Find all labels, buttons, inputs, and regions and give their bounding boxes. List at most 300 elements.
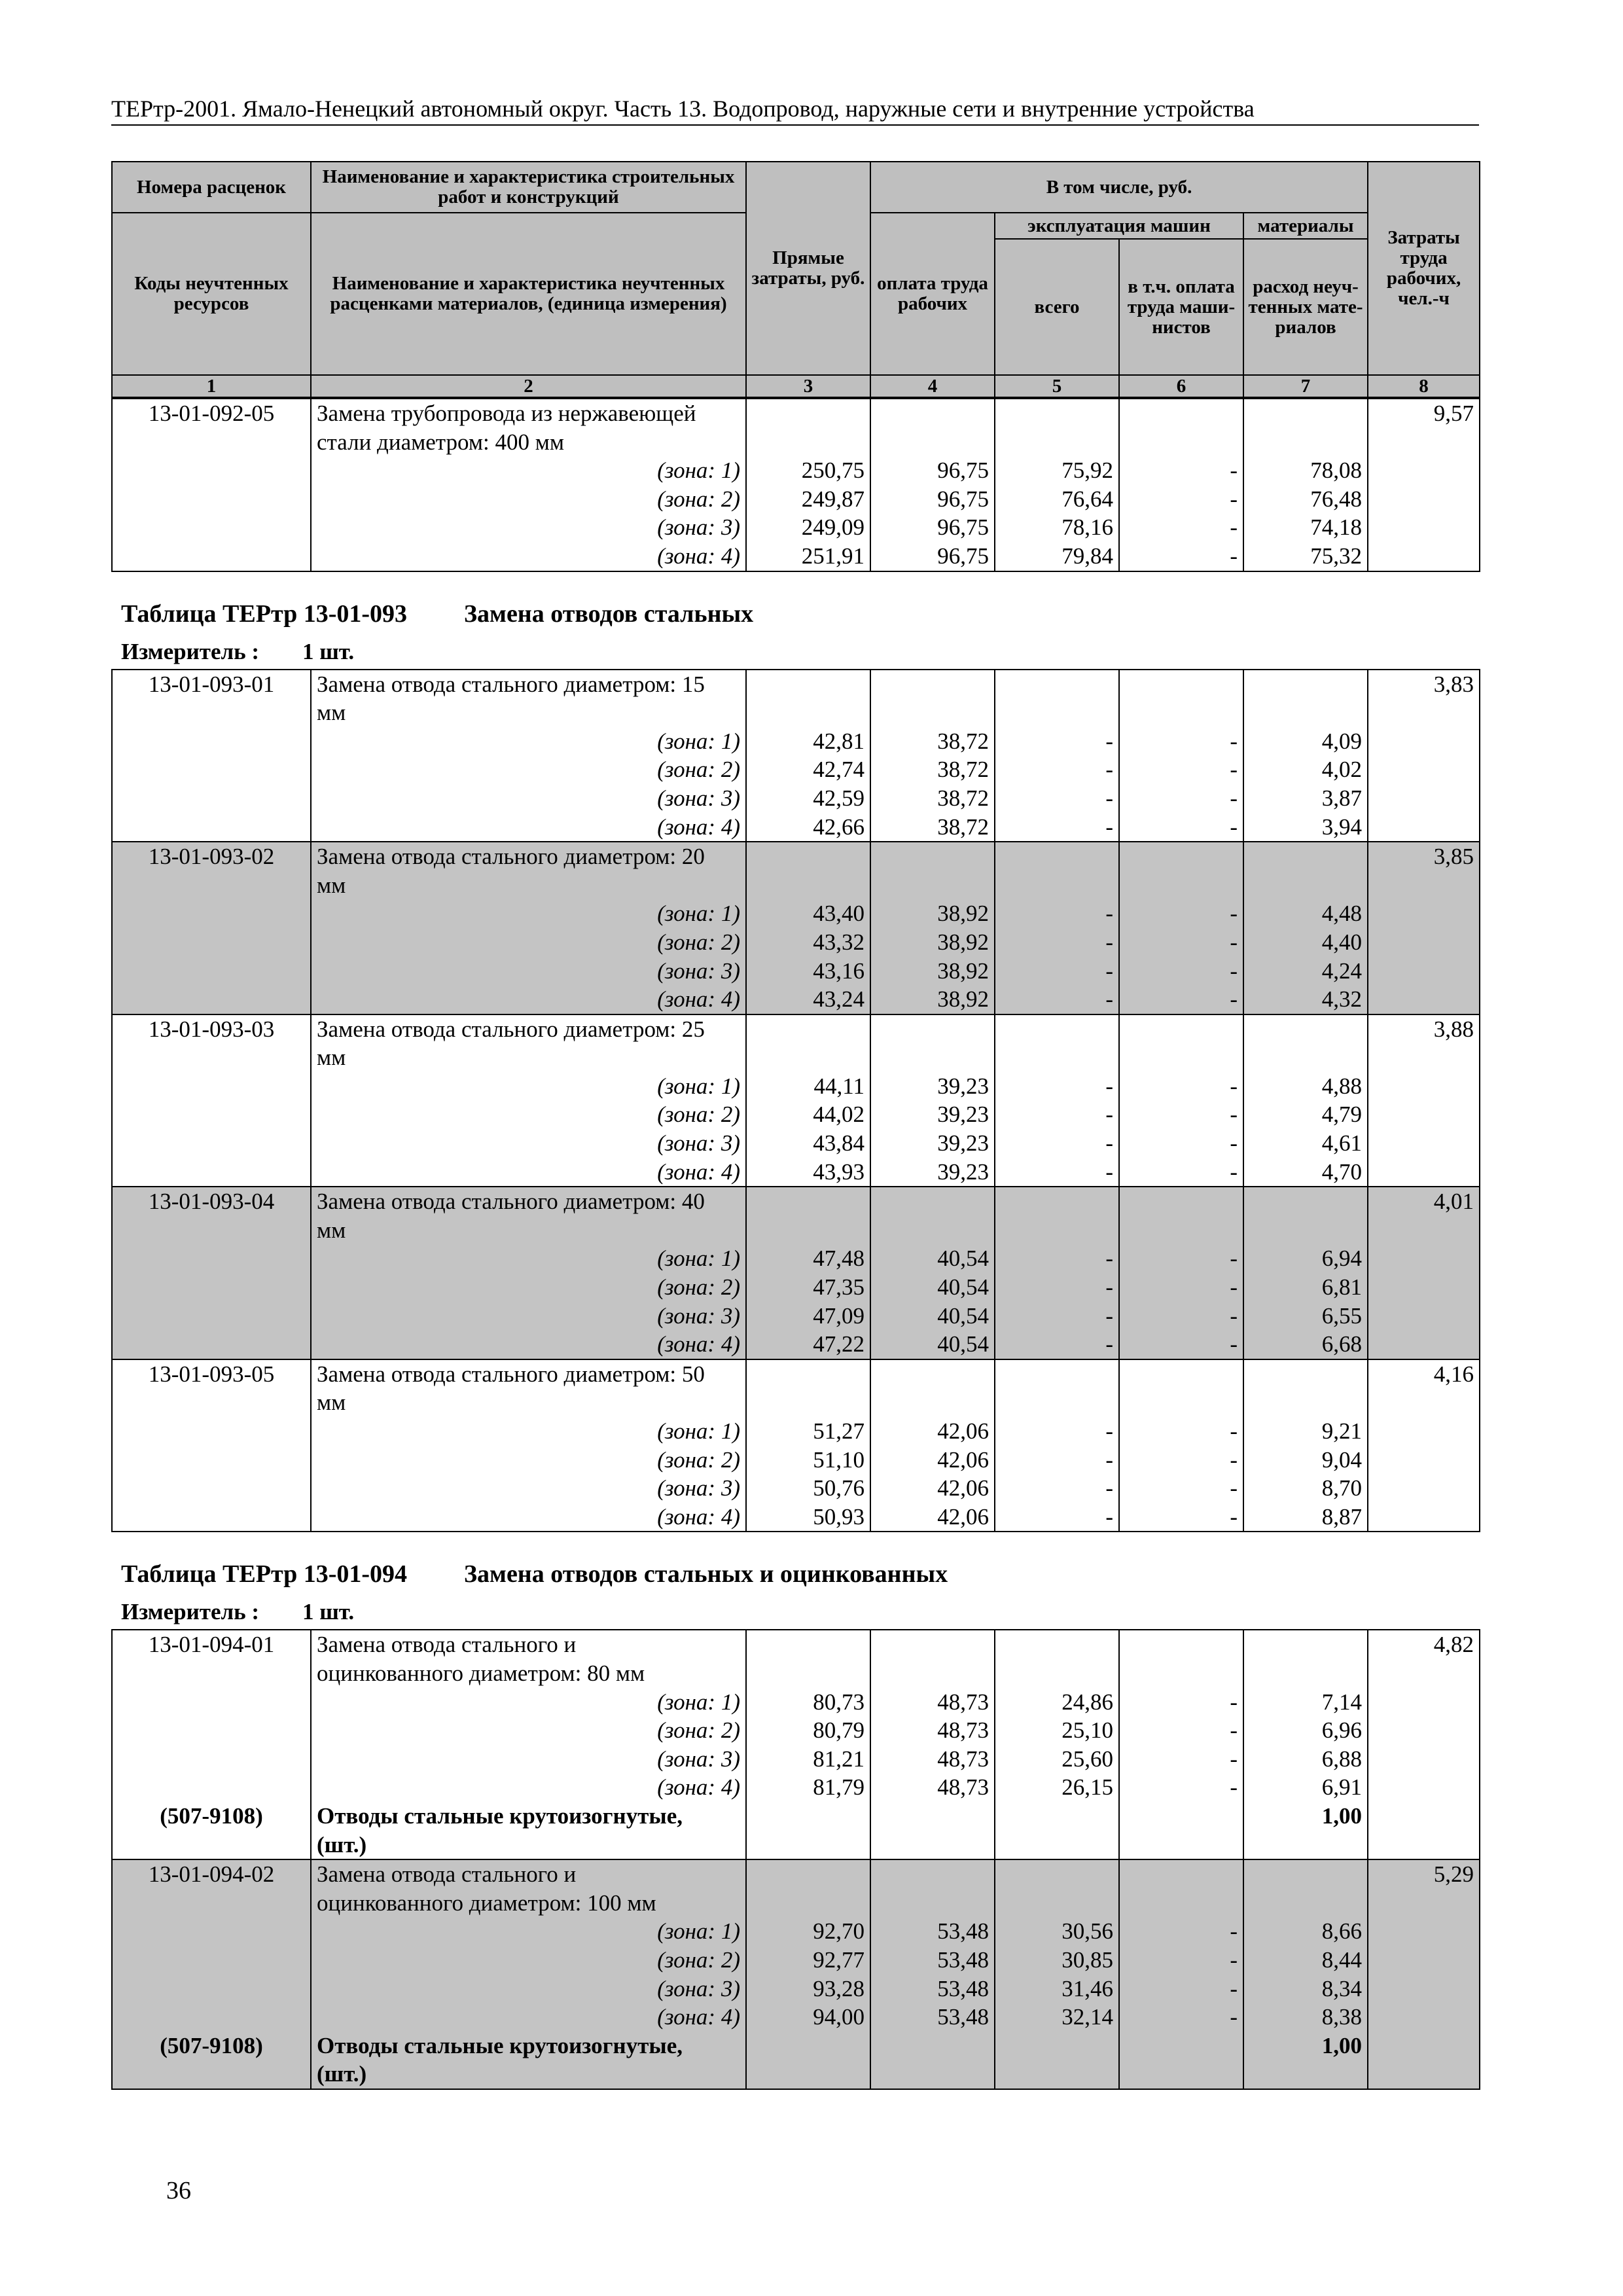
zone-label: (зона: 3) xyxy=(311,1129,746,1158)
machinist-wage: - xyxy=(1119,1244,1243,1273)
col-number: 7 xyxy=(1243,375,1368,397)
machines-total: - xyxy=(995,755,1119,784)
machines-total: - xyxy=(995,1330,1119,1359)
rate-name: Замена отвода стального и xyxy=(311,1630,746,1659)
section-title-093 xyxy=(111,598,1479,630)
direct-cost: 47,35 xyxy=(746,1273,870,1302)
direct-cost: 43,16 xyxy=(746,957,870,986)
labor-cost: 3,88 xyxy=(1368,1014,1480,1044)
table-row xyxy=(112,1388,1480,1417)
direct-cost: 47,09 xyxy=(746,1302,870,1331)
machines-total: - xyxy=(995,784,1119,813)
zone-label: (зона: 4) xyxy=(311,1503,746,1532)
unit-line-094 xyxy=(111,1598,1479,1626)
labor-cost: 4,82 xyxy=(1368,1630,1480,1659)
worker-wage: 38,92 xyxy=(870,899,995,928)
machines-total: - xyxy=(995,1244,1119,1273)
zone-row xyxy=(112,1745,1480,1774)
worker-wage: 42,06 xyxy=(870,1417,995,1446)
resource-name: (шт.) xyxy=(311,2060,746,2089)
machinist-wage: - xyxy=(1119,899,1243,928)
machines-total: - xyxy=(995,1474,1119,1503)
materials-cost: 4,09 xyxy=(1243,727,1368,756)
zone-label: (зона: 2) xyxy=(311,928,746,957)
unit-label: Измеритель : xyxy=(121,638,260,664)
table-row xyxy=(112,842,1480,871)
zone-label: (зона: 4) xyxy=(311,2003,746,2032)
zone-row xyxy=(112,2003,1480,2032)
zone-row xyxy=(112,1100,1480,1129)
table-row xyxy=(112,670,1480,699)
zone-label: (зона: 4) xyxy=(311,1330,746,1359)
zone-label: (зона: 3) xyxy=(311,1975,746,2003)
rates-table-092 xyxy=(111,398,1480,572)
header-col6: в т.ч. оплата труда маши-нистов xyxy=(1119,239,1243,375)
unit-value: 1 шт. xyxy=(302,1599,355,1625)
zone-row xyxy=(112,1773,1480,1802)
worker-wage: 96,75 xyxy=(870,485,995,514)
section-title-094 xyxy=(111,1558,1479,1590)
direct-cost: 43,32 xyxy=(746,928,870,957)
header-col1-top: Номера расценок xyxy=(112,162,311,213)
machines-total: 31,46 xyxy=(995,1975,1119,2003)
direct-cost: 42,66 xyxy=(746,813,870,842)
machinist-wage: - xyxy=(1119,928,1243,957)
table-row xyxy=(112,1359,1480,1389)
zone-row xyxy=(112,1417,1480,1446)
machines-total: 25,60 xyxy=(995,1745,1119,1774)
rates-table-094 xyxy=(111,1629,1480,2090)
materials-cost: 4,88 xyxy=(1243,1072,1368,1101)
direct-cost: 80,79 xyxy=(746,1716,870,1745)
table-row xyxy=(112,1014,1480,1044)
materials-cost: 3,94 xyxy=(1243,813,1368,842)
rate-name: Замена отвода стального диаметром: 25 xyxy=(311,1014,746,1044)
rate-code: 13-01-092-05 xyxy=(112,399,311,428)
materials-cost: 8,87 xyxy=(1243,1503,1368,1532)
direct-cost: 43,24 xyxy=(746,985,870,1014)
zone-label: (зона: 4) xyxy=(311,1773,746,1802)
materials-cost: 4,48 xyxy=(1243,899,1368,928)
worker-wage: 53,48 xyxy=(870,1946,995,1975)
machinist-wage: - xyxy=(1119,1129,1243,1158)
materials-cost: 3,87 xyxy=(1243,784,1368,813)
direct-cost: 92,70 xyxy=(746,1917,870,1946)
table-row xyxy=(112,871,1480,900)
zone-label: (зона: 3) xyxy=(311,784,746,813)
materials-cost: 8,44 xyxy=(1243,1946,1368,1975)
table-row xyxy=(112,1187,1480,1216)
machinist-wage: - xyxy=(1119,1100,1243,1129)
direct-cost: 50,93 xyxy=(746,1503,870,1532)
zone-row xyxy=(112,813,1480,842)
machinist-wage: - xyxy=(1119,1474,1243,1503)
worker-wage: 53,48 xyxy=(870,1917,995,1946)
direct-cost: 249,87 xyxy=(746,485,870,514)
machines-total: - xyxy=(995,1273,1119,1302)
zone-label: (зона: 1) xyxy=(311,727,746,756)
labor-cost: 3,83 xyxy=(1368,670,1480,699)
worker-wage: 48,73 xyxy=(870,1773,995,1802)
direct-cost: 42,74 xyxy=(746,755,870,784)
rate-code: 13-01-093-03 xyxy=(112,1014,311,1044)
zone-row xyxy=(112,1158,1480,1187)
zone-label: (зона: 3) xyxy=(311,513,746,542)
machines-total: - xyxy=(995,985,1119,1014)
machinist-wage: - xyxy=(1119,985,1243,1014)
zone-row xyxy=(112,485,1480,514)
zone-label: (зона: 2) xyxy=(311,1446,746,1475)
table-row xyxy=(112,1859,1480,1889)
materials-cost: 8,38 xyxy=(1243,2003,1368,2032)
direct-cost: 93,28 xyxy=(746,1975,870,2003)
header-col2-bottom: Наименование и характеристика неучтенных расценками материалов, (единица измерения) xyxy=(311,213,746,375)
materials-cost: 75,32 xyxy=(1243,542,1368,571)
col-number: 4 xyxy=(870,375,995,397)
materials-cost: 6,55 xyxy=(1243,1302,1368,1331)
labor-cost: 9,57 xyxy=(1368,399,1480,428)
worker-wage: 40,54 xyxy=(870,1330,995,1359)
materials-cost: 6,68 xyxy=(1243,1330,1368,1359)
machinist-wage: - xyxy=(1119,784,1243,813)
machines-total: - xyxy=(995,727,1119,756)
labor-cost: 5,29 xyxy=(1368,1859,1480,1889)
materials-cost: 8,66 xyxy=(1243,1917,1368,1946)
rate-name: стали диаметром: 400 мм xyxy=(311,428,746,457)
resource-row xyxy=(112,2032,1480,2060)
direct-cost: 44,11 xyxy=(746,1072,870,1101)
machinist-wage: - xyxy=(1119,513,1243,542)
direct-cost: 50,76 xyxy=(746,1474,870,1503)
rate-name: оцинкованного диаметром: 100 мм xyxy=(311,1889,746,1918)
machinist-wage: - xyxy=(1119,1773,1243,1802)
resource-name: Отводы стальные крутоизогнутые, xyxy=(311,2032,746,2060)
materials-cost: 8,70 xyxy=(1243,1474,1368,1503)
worker-wage: 42,06 xyxy=(870,1503,995,1532)
zone-label: (зона: 4) xyxy=(311,542,746,571)
unit-value: 1 шт. xyxy=(302,638,355,664)
resource-qty: 1,00 xyxy=(1243,1802,1368,1831)
machines-total: 75,92 xyxy=(995,456,1119,485)
worker-wage: 96,75 xyxy=(870,513,995,542)
rate-name: Замена отвода стального диаметром: 15 xyxy=(311,670,746,699)
col-number: 6 xyxy=(1119,375,1243,397)
zone-label: (зона: 1) xyxy=(311,1072,746,1101)
rate-code: 13-01-093-02 xyxy=(112,842,311,871)
zone-row xyxy=(112,985,1480,1014)
zone-label: (зона: 3) xyxy=(311,957,746,986)
unit-line-093 xyxy=(111,637,1479,666)
worker-wage: 39,23 xyxy=(870,1100,995,1129)
header-materials: материалы xyxy=(1243,213,1368,239)
zone-label: (зона: 2) xyxy=(311,485,746,514)
zone-label: (зона: 2) xyxy=(311,1946,746,1975)
materials-cost: 6,94 xyxy=(1243,1244,1368,1273)
machinist-wage: - xyxy=(1119,1946,1243,1975)
direct-cost: 42,81 xyxy=(746,727,870,756)
worker-wage: 39,23 xyxy=(870,1072,995,1101)
direct-cost: 94,00 xyxy=(746,2003,870,2032)
col-number: 5 xyxy=(995,375,1119,397)
col-number: 3 xyxy=(746,375,870,397)
machinist-wage: - xyxy=(1119,2003,1243,2032)
zone-row xyxy=(112,928,1480,957)
table-row xyxy=(112,1043,1480,1072)
rate-name: мм xyxy=(311,698,746,727)
worker-wage: 96,75 xyxy=(870,456,995,485)
rate-code: 13-01-093-05 xyxy=(112,1359,311,1389)
zone-row xyxy=(112,1917,1480,1946)
zone-row xyxy=(112,1446,1480,1475)
zone-row xyxy=(112,1946,1480,1975)
zone-row xyxy=(112,1302,1480,1331)
zone-row xyxy=(112,727,1480,756)
materials-cost: 9,21 xyxy=(1243,1417,1368,1446)
materials-cost: 4,32 xyxy=(1243,985,1368,1014)
rate-name: Замена отвода стального диаметром: 50 xyxy=(311,1359,746,1389)
direct-cost: 42,59 xyxy=(746,784,870,813)
worker-wage: 38,92 xyxy=(870,928,995,957)
zone-row xyxy=(112,1072,1480,1101)
materials-cost: 8,34 xyxy=(1243,1975,1368,2003)
zone-label: (зона: 3) xyxy=(311,1474,746,1503)
zone-label: (зона: 1) xyxy=(311,1417,746,1446)
materials-cost: 6,81 xyxy=(1243,1273,1368,1302)
rate-name: Замена отвода стального диаметром: 40 xyxy=(311,1187,746,1216)
zone-label: (зона: 3) xyxy=(311,1302,746,1331)
resource-name: (шт.) xyxy=(311,1831,746,1860)
header-col1-bottom: Коды неучтенных ресурсов xyxy=(112,213,311,375)
resource-name: Отводы стальные крутоизогнутые, xyxy=(311,1802,746,1831)
zone-row xyxy=(112,755,1480,784)
table-row xyxy=(112,698,1480,727)
machinist-wage: - xyxy=(1119,1302,1243,1331)
machinist-wage: - xyxy=(1119,1917,1243,1946)
rate-name: мм xyxy=(311,1216,746,1245)
worker-wage: 39,23 xyxy=(870,1129,995,1158)
materials-cost: 4,79 xyxy=(1243,1100,1368,1129)
materials-cost: 4,61 xyxy=(1243,1129,1368,1158)
machines-total: 78,16 xyxy=(995,513,1119,542)
table-row xyxy=(112,1659,1480,1688)
materials-cost: 6,96 xyxy=(1243,1716,1368,1745)
machines-total: - xyxy=(995,1302,1119,1331)
resource-row xyxy=(112,2060,1480,2089)
zone-row xyxy=(112,1975,1480,2003)
materials-cost: 9,04 xyxy=(1243,1446,1368,1475)
machinist-wage: - xyxy=(1119,1975,1243,2003)
zone-row xyxy=(112,784,1480,813)
zone-row xyxy=(112,899,1480,928)
rate-code: 13-01-093-01 xyxy=(112,670,311,699)
header-machines: эксплуатация машин xyxy=(995,213,1243,239)
materials-cost: 74,18 xyxy=(1243,513,1368,542)
machines-total: - xyxy=(995,1446,1119,1475)
machinist-wage: - xyxy=(1119,1330,1243,1359)
resource-qty: 1,00 xyxy=(1243,2032,1368,2060)
materials-cost: 76,48 xyxy=(1243,485,1368,514)
materials-cost: 6,91 xyxy=(1243,1773,1368,1802)
zone-row xyxy=(112,456,1480,485)
rate-name: мм xyxy=(311,1388,746,1417)
direct-cost: 250,75 xyxy=(746,456,870,485)
machinist-wage: - xyxy=(1119,755,1243,784)
rate-name: мм xyxy=(311,871,746,900)
zone-row xyxy=(112,1129,1480,1158)
rate-name: мм xyxy=(311,1043,746,1072)
machines-total: - xyxy=(995,1129,1119,1158)
worker-wage: 38,72 xyxy=(870,813,995,842)
worker-wage: 53,48 xyxy=(870,1975,995,2003)
labor-cost: 3,85 xyxy=(1368,842,1480,871)
machinist-wage: - xyxy=(1119,1716,1243,1745)
zone-row xyxy=(112,957,1480,986)
zone-row xyxy=(112,513,1480,542)
labor-cost: 4,01 xyxy=(1368,1187,1480,1216)
machines-total: - xyxy=(995,957,1119,986)
machinist-wage: - xyxy=(1119,1158,1243,1187)
direct-cost: 249,09 xyxy=(746,513,870,542)
worker-wage: 38,72 xyxy=(870,755,995,784)
machines-total: - xyxy=(995,1417,1119,1446)
worker-wage: 38,92 xyxy=(870,985,995,1014)
table-number: Таблица ТЕРтр 13-01-093 xyxy=(121,600,408,628)
machines-total: 30,56 xyxy=(995,1917,1119,1946)
machines-total: - xyxy=(995,1503,1119,1532)
machinist-wage: - xyxy=(1119,485,1243,514)
machinist-wage: - xyxy=(1119,727,1243,756)
rate-name: оцинкованного диаметром: 80 мм xyxy=(311,1659,746,1688)
zone-label: (зона: 4) xyxy=(311,985,746,1014)
direct-cost: 81,79 xyxy=(746,1773,870,1802)
unit-label: Измеритель : xyxy=(121,1599,260,1625)
rate-name: Замена отвода стального и xyxy=(311,1859,746,1889)
rate-code: 13-01-093-04 xyxy=(112,1187,311,1216)
header-col2-top: Наименование и характеристика строительных работ и конструкций xyxy=(311,162,746,213)
materials-cost: 4,40 xyxy=(1243,928,1368,957)
machinist-wage: - xyxy=(1119,1072,1243,1101)
zone-row xyxy=(112,1688,1480,1717)
materials-cost: 4,70 xyxy=(1243,1158,1368,1187)
page-content xyxy=(111,161,1479,2090)
table-number: Таблица ТЕРтр 13-01-094 xyxy=(121,1560,408,1588)
running-header: ТЕРтр-2001. Ямало-Ненецкий автономный округ. Часть 13. Водопровод, наружные сети и внутренние устройства xyxy=(111,94,1479,126)
header-col8: Затраты труда рабочих, чел.-ч xyxy=(1368,162,1480,375)
header-col3: Прямые затраты, руб. xyxy=(746,162,870,375)
zone-row xyxy=(112,1330,1480,1359)
worker-wage: 48,73 xyxy=(870,1745,995,1774)
rate-name: Замена отвода стального диаметром: 20 xyxy=(311,842,746,871)
labor-cost: 4,16 xyxy=(1368,1359,1480,1389)
zone-label: (зона: 1) xyxy=(311,1688,746,1717)
materials-cost: 4,24 xyxy=(1243,957,1368,986)
direct-cost: 251,91 xyxy=(746,542,870,571)
machinist-wage: - xyxy=(1119,1688,1243,1717)
direct-cost: 47,22 xyxy=(746,1330,870,1359)
machines-total: 25,10 xyxy=(995,1716,1119,1745)
worker-wage: 48,73 xyxy=(870,1716,995,1745)
machinist-wage: - xyxy=(1119,456,1243,485)
worker-wage: 40,54 xyxy=(870,1244,995,1273)
zone-row xyxy=(112,542,1480,571)
direct-cost: 43,93 xyxy=(746,1158,870,1187)
table-row xyxy=(112,399,1480,428)
worker-wage: 38,72 xyxy=(870,784,995,813)
machines-total: - xyxy=(995,1100,1119,1129)
machines-total: 76,64 xyxy=(995,485,1119,514)
machinist-wage: - xyxy=(1119,542,1243,571)
table-row xyxy=(112,1216,1480,1245)
column-header-table xyxy=(111,161,1480,398)
machinist-wage: - xyxy=(1119,1417,1243,1446)
header-col7: расход неуч-тенных мате-риалов xyxy=(1243,239,1368,375)
machines-total: 32,14 xyxy=(995,2003,1119,2032)
zone-row xyxy=(112,1503,1480,1532)
zone-label: (зона: 2) xyxy=(311,1716,746,1745)
materials-cost: 4,02 xyxy=(1243,755,1368,784)
zone-label: (зона: 2) xyxy=(311,755,746,784)
machines-total: - xyxy=(995,899,1119,928)
machines-total: - xyxy=(995,928,1119,957)
page-number: 36 xyxy=(166,2177,191,2204)
header-incl: В том числе, руб. xyxy=(870,162,1368,213)
header-col4: оплата труда рабочих xyxy=(870,213,995,375)
worker-wage: 38,72 xyxy=(870,727,995,756)
machines-total: - xyxy=(995,813,1119,842)
direct-cost: 92,77 xyxy=(746,1946,870,1975)
col-number: 2 xyxy=(311,375,746,397)
direct-cost: 51,10 xyxy=(746,1446,870,1475)
direct-cost: 51,27 xyxy=(746,1417,870,1446)
machines-total: 24,86 xyxy=(995,1688,1119,1717)
worker-wage: 96,75 xyxy=(870,542,995,571)
machines-total: 26,15 xyxy=(995,1773,1119,1802)
table-title: Замена отводов стальных xyxy=(464,600,754,628)
rate-code: 13-01-094-01 xyxy=(112,1630,311,1659)
rate-name: Замена трубопровода из нержавеющей xyxy=(311,399,746,428)
resource-row xyxy=(112,1831,1480,1860)
machinist-wage: - xyxy=(1119,1273,1243,1302)
zone-row xyxy=(112,1244,1480,1273)
zone-row xyxy=(112,1474,1480,1503)
direct-cost: 81,21 xyxy=(746,1745,870,1774)
worker-wage: 40,54 xyxy=(870,1302,995,1331)
machinist-wage: - xyxy=(1119,1745,1243,1774)
worker-wage: 40,54 xyxy=(870,1273,995,1302)
zone-label: (зона: 1) xyxy=(311,1244,746,1273)
zone-label: (зона: 2) xyxy=(311,1100,746,1129)
materials-cost: 7,14 xyxy=(1243,1688,1368,1717)
direct-cost: 43,40 xyxy=(746,899,870,928)
machines-total: - xyxy=(995,1072,1119,1101)
worker-wage: 48,73 xyxy=(870,1688,995,1717)
direct-cost: 80,73 xyxy=(746,1688,870,1717)
zone-label: (зона: 1) xyxy=(311,456,746,485)
direct-cost: 47,48 xyxy=(746,1244,870,1273)
machinist-wage: - xyxy=(1119,1503,1243,1532)
materials-cost: 6,88 xyxy=(1243,1745,1368,1774)
rates-table-093 xyxy=(111,669,1480,1533)
machinist-wage: - xyxy=(1119,957,1243,986)
worker-wage: 42,06 xyxy=(870,1474,995,1503)
materials-cost: 78,08 xyxy=(1243,456,1368,485)
col-number: 1 xyxy=(112,375,311,397)
machinist-wage: - xyxy=(1119,1446,1243,1475)
machines-total: 79,84 xyxy=(995,542,1119,571)
col-number: 8 xyxy=(1368,375,1480,397)
header-col5: всего xyxy=(995,239,1119,375)
direct-cost: 43,84 xyxy=(746,1129,870,1158)
